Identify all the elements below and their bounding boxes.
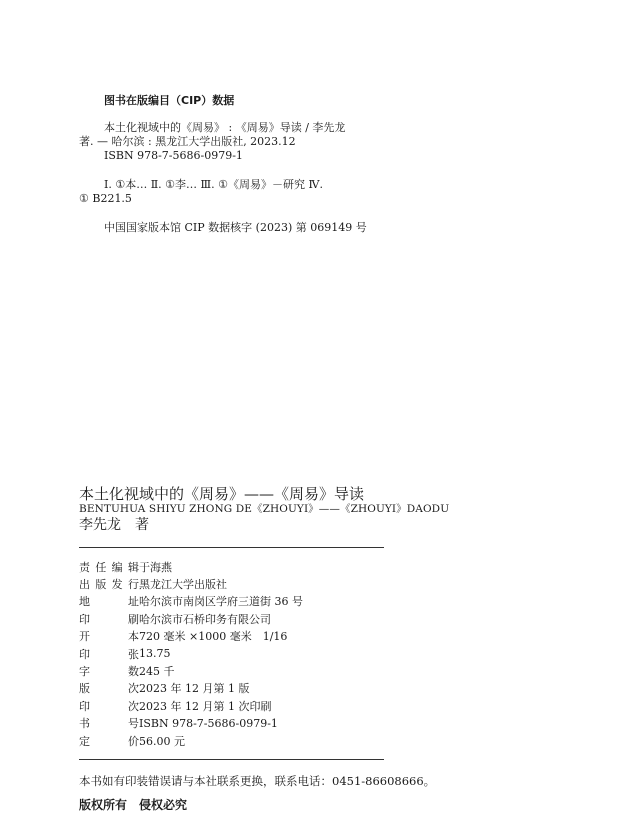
info-value: 13.75 <box>139 647 171 661</box>
info-label: 印次 <box>79 699 139 713</box>
top-divider <box>79 547 384 548</box>
info-row-printing <box>79 697 384 714</box>
info-value: 哈尔滨市南岗区学府三道街 36 号 <box>139 595 303 609</box>
cip-title-line: 本土化视域中的《周易》 : 《周易》导读 / 李先龙 <box>104 121 346 134</box>
info-label: 版次 <box>79 682 139 696</box>
defect-notice: 本书如有印装错误请与本社联系更换，联系电话：0451-86608666。 <box>79 774 436 788</box>
book-title-pinyin: BENTUHUA SHIYU ZHONG DE《ZHOUYI》——《ZHOUYI》DAODU <box>79 503 450 515</box>
info-label: 定价 <box>79 734 139 748</box>
info-row-printer <box>79 610 384 627</box>
book-title: 本土化视域中的《周易》——《周易》导读 <box>79 485 365 503</box>
cip-isbn-line: ISBN 978-7-5686-0979-1 <box>104 149 243 162</box>
book-author: 李先龙 著 <box>79 517 149 533</box>
info-row-word-count <box>79 662 384 679</box>
info-value: 2023 年 12 月第 1 版 <box>139 682 250 696</box>
info-row-format <box>79 628 384 645</box>
info-value: 黑龙江大学出版社 <box>139 578 227 592</box>
info-value: 哈尔滨市石桥印务有限公司 <box>139 612 271 626</box>
info-value: 245 千 <box>139 665 175 679</box>
info-row-edition <box>79 680 384 697</box>
bottom-divider <box>79 759 384 760</box>
info-label: 开本 <box>79 630 139 644</box>
publication-info-table <box>79 558 384 749</box>
copyright-notice: 版权所有 侵权必究 <box>79 798 188 812</box>
info-row-address <box>79 593 384 610</box>
cip-classification-line: Ⅰ. ①本… Ⅱ. ①李… Ⅲ. ①《周易》－研究 Ⅳ. <box>104 178 323 191</box>
cip-record-number: 中国国家版本馆 CIP 数据核字 (2023) 第 069149 号 <box>104 221 367 234</box>
info-label: 责任编辑 <box>79 560 139 574</box>
info-value: 56.00 元 <box>139 734 185 748</box>
cip-publisher-line: 著. — 哈尔滨 : 黑龙江大学出版社, 2023.12 <box>79 135 296 148</box>
info-label: 字数 <box>79 665 139 679</box>
info-value: 720 毫米 ×1000 毫米 1/16 <box>139 630 288 644</box>
info-label: 书号 <box>79 717 139 731</box>
info-value: 2023 年 12 月第 1 次印刷 <box>139 699 272 713</box>
info-value: ISBN 978-7-5686-0979-1 <box>139 716 278 730</box>
info-row-publisher <box>79 575 384 592</box>
info-row-price <box>79 732 384 749</box>
info-row-editor <box>79 558 384 575</box>
info-row-sheets <box>79 645 384 662</box>
cip-classification-code: ① B221.5 <box>79 192 132 205</box>
cip-heading: 图书在版编目（CIP）数据 <box>104 94 235 107</box>
info-label: 印刷 <box>79 612 139 626</box>
info-label: 印张 <box>79 647 139 661</box>
info-label: 地址 <box>79 595 139 609</box>
info-row-isbn <box>79 715 384 732</box>
info-value: 于海燕 <box>139 560 172 574</box>
info-label: 出版发行 <box>79 578 139 592</box>
